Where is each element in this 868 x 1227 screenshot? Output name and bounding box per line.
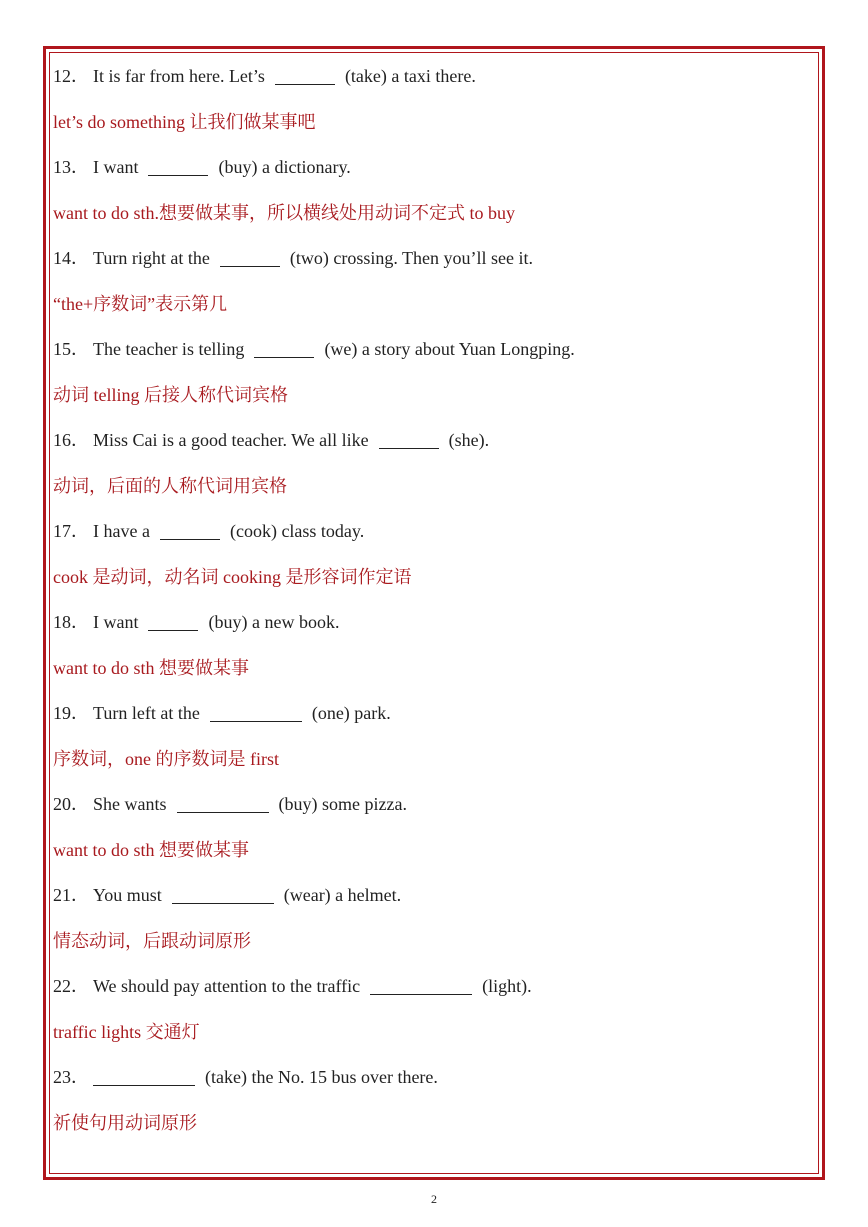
explanation-note: 动词 telling 后接人称代词宾格	[53, 385, 288, 405]
question	[53, 1055, 813, 1100]
question-text-after: (take) a taxi there.	[344, 66, 476, 86]
exercise-item-17	[53, 509, 813, 600]
question-text-after: (she).	[448, 430, 490, 450]
question-text-before: The teacher is telling	[93, 339, 245, 359]
answer-blank[interactable]	[148, 612, 198, 631]
question-number: 23．	[53, 1067, 89, 1087]
question-text-after: (buy) some pizza.	[278, 794, 407, 814]
exercise-item-19	[53, 691, 813, 782]
explanation-note: traffic lights 交通灯	[53, 1022, 200, 1042]
answer-blank[interactable]	[275, 66, 335, 85]
question-number: 15．	[53, 339, 89, 359]
question-number: 18．	[53, 612, 89, 632]
question-text-after: (two) crossing. Then you’ll see it.	[289, 248, 533, 268]
question-number: 16．	[53, 430, 89, 450]
explanation-note: let’s do something 让我们做某事吧	[53, 112, 316, 132]
question	[53, 236, 813, 281]
exercise-item-18	[53, 600, 813, 691]
answer-blank[interactable]	[148, 157, 208, 176]
question-number: 13．	[53, 157, 89, 177]
question-number: 14．	[53, 248, 89, 268]
question	[53, 54, 813, 99]
question-text-after: (we) a story about Yuan Longping.	[324, 339, 575, 359]
answer-blank[interactable]	[370, 976, 472, 995]
answer-blank[interactable]	[210, 703, 302, 722]
explanation-note: cook 是动词，动名词 cooking 是形容词作定语	[53, 567, 412, 587]
answer-blank[interactable]	[160, 521, 220, 540]
answer-blank[interactable]	[254, 339, 314, 358]
question	[53, 509, 813, 554]
question	[53, 782, 813, 827]
answer-blank[interactable]	[172, 885, 274, 904]
answer-blank[interactable]	[220, 248, 280, 267]
question-text-before: You must	[93, 885, 162, 905]
explanation-note: want to do sth 想要做某事	[53, 658, 249, 678]
explanation-note: want to do sth.想要做某事，所以横线处用动词不定式 to buy	[53, 203, 515, 223]
question-text-before: I have a	[93, 521, 150, 541]
question-number: 20．	[53, 794, 89, 814]
question-text-after: (take) the No. 15 bus over there.	[205, 1067, 438, 1087]
question-text-after: (buy) a new book.	[208, 612, 340, 632]
answer-blank[interactable]	[379, 430, 439, 449]
question-number: 17．	[53, 521, 89, 541]
explanation-note: 祈使句用动词原形	[53, 1113, 197, 1133]
question-text-after: (buy) a dictionary.	[218, 157, 351, 177]
exercise-item-20	[53, 782, 813, 873]
question-text-before: It is far from here. Let’s	[93, 66, 265, 86]
question-number: 19．	[53, 703, 89, 723]
question	[53, 691, 813, 736]
question	[53, 418, 813, 463]
question-text-before: I want	[93, 612, 139, 632]
question	[53, 145, 813, 190]
question-number: 22．	[53, 976, 89, 996]
exercise-item-15	[53, 327, 813, 418]
question-text-before: Turn right at the	[93, 248, 210, 268]
question-text-before: Turn left at the	[93, 703, 200, 723]
question	[53, 873, 813, 918]
question-text-before: She wants	[93, 794, 167, 814]
question-number: 12．	[53, 66, 89, 86]
question-text-after: (cook) class today.	[229, 521, 365, 541]
explanation-note: 情态动词，后跟动词原形	[53, 931, 251, 951]
exercise-item-22	[53, 964, 813, 1055]
exercise-item-21	[53, 873, 813, 964]
exercise-list	[53, 54, 813, 1146]
answer-blank[interactable]	[177, 794, 269, 813]
question-text-after: (wear) a helmet.	[283, 885, 402, 905]
question-text-after: (one) park.	[311, 703, 391, 723]
question-text-before: Miss Cai is a good teacher. We all like	[93, 430, 369, 450]
question-text-before: I want	[93, 157, 139, 177]
explanation-note: “the+序数词”表示第几	[53, 294, 228, 314]
question-number: 21．	[53, 885, 89, 905]
exercise-item-12	[53, 54, 813, 145]
explanation-note: want to do sth 想要做某事	[53, 840, 249, 860]
exercise-item-16	[53, 418, 813, 509]
exercise-item-23	[53, 1055, 813, 1146]
exercise-item-13	[53, 145, 813, 236]
question	[53, 600, 813, 645]
explanation-note: 序数词，one 的序数词是 first	[53, 749, 279, 769]
explanation-note: 动词，后面的人称代词用宾格	[53, 476, 287, 496]
answer-blank[interactable]	[93, 1067, 195, 1086]
question	[53, 327, 813, 372]
exercise-item-14	[53, 236, 813, 327]
question	[53, 964, 813, 1009]
question-text-before: We should pay attention to the traffic	[93, 976, 361, 996]
page-number: 2	[431, 1192, 437, 1206]
question-text-after: (light).	[482, 976, 532, 996]
